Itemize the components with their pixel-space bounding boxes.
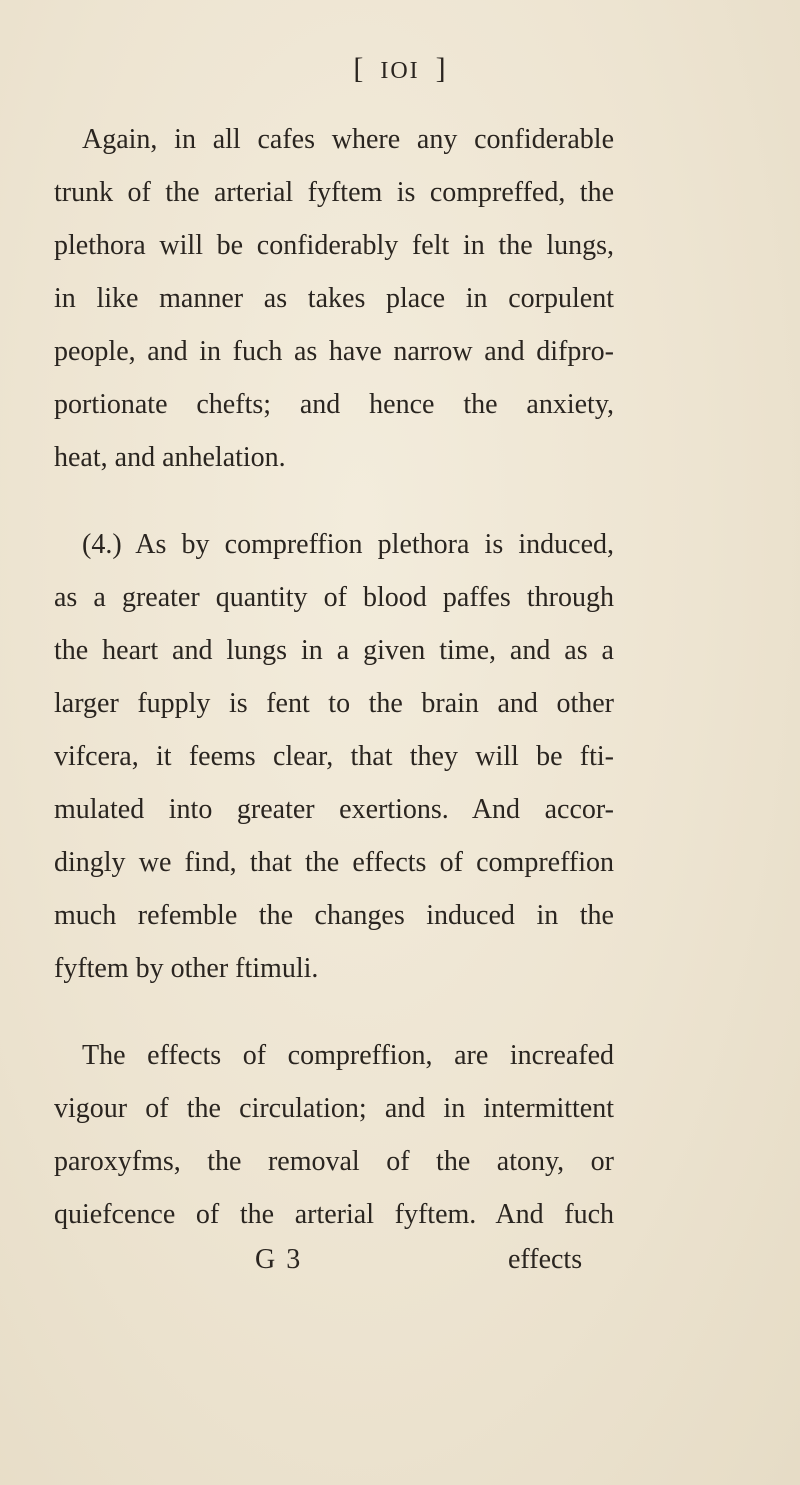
text-line: heat, and anhelation.	[54, 442, 286, 473]
text-line: portionate chefts; and hence the anxiety,	[54, 389, 614, 420]
header-open-bracket: [	[353, 52, 365, 85]
header-close-bracket: ]	[435, 52, 447, 85]
text-line: much refemble the changes induced in the	[54, 900, 614, 931]
text-line: dingly we find, that the effects of compreffion	[54, 847, 614, 878]
text-line: Again, in all cafes where any confiderable	[82, 124, 614, 155]
text-line: vifcera, it feems clear, that they will be fti-	[54, 741, 614, 772]
text-line: in like manner as takes place in corpulent	[54, 283, 614, 314]
text-line: fyftem by other ftimuli.	[54, 953, 319, 984]
text-line: quiefcence of the arterial fyftem. And fuch	[54, 1199, 614, 1230]
catchword: effects	[508, 1244, 583, 1275]
text-line: as a greater quantity of blood paffes through	[54, 582, 614, 613]
page-header	[0, 52, 800, 86]
text-line: people, and in fuch as have narrow and difpro-	[54, 336, 614, 367]
text-line: trunk of the arterial fyftem is compreffed, the	[54, 177, 614, 208]
text-line: vigour of the circulation; and in intermittent	[54, 1093, 614, 1124]
text-line: The effects of compreffion, are increafed	[82, 1040, 614, 1071]
text-line: larger fupply is fent to the brain and other	[54, 688, 614, 719]
signature-mark: G 3	[255, 1244, 303, 1275]
text-line: mulated into greater exertions. And accor-	[54, 794, 614, 825]
text-line: (4.) As by compreffion plethora is induced,	[82, 529, 614, 560]
text-line: the heart and lungs in a given time, and as a	[54, 635, 614, 666]
page-number: IOI	[380, 58, 420, 84]
text-line: plethora will be confiderably felt in the lungs,	[54, 230, 614, 261]
text-line: paroxyfms, the removal of the atony, or	[54, 1146, 614, 1177]
